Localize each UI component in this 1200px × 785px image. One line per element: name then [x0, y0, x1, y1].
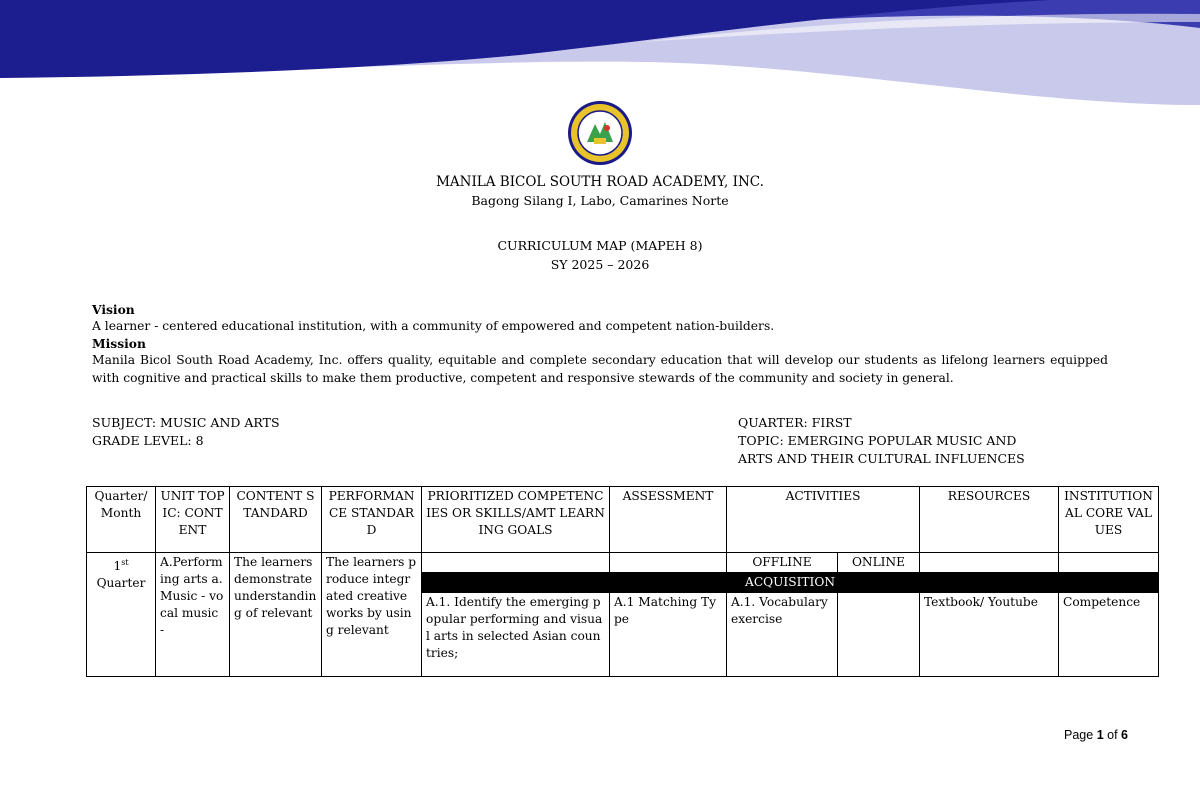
curriculum-table [86, 486, 1159, 677]
col-header-quarter: Quarter/ Month [87, 487, 156, 553]
mission-text: Manila Bicol South Road Academy, Inc. offers quality, equitable and complete secondary education that will develop our students as lifelong learners equipped with cognitive and practical skills to make them productive, competent and responsive stewards of the community and society in general. [92, 353, 1108, 385]
cell-competency: A.1. Identify the emerging popular performing and visual arts in selected Asian countries; [422, 593, 610, 677]
cell-content-standard: The learners demonstrate understanding of relevant [230, 553, 322, 677]
document-title: CURRICULUM MAP (MAPEH 8) [497, 238, 703, 253]
cell-empty [610, 553, 727, 573]
col-header-activities: ACTIVITIES [727, 487, 920, 553]
cell-assessment: A.1 Matching Type [610, 593, 727, 677]
cell-empty [422, 553, 610, 573]
cell-activity-offline: A.1. Vocabulary exercise [727, 593, 838, 677]
subject-label: SUBJECT: MUSIC AND ARTS [92, 415, 280, 430]
page-number [1064, 728, 1128, 742]
cell-empty [1059, 553, 1159, 573]
vision-heading: Vision [92, 302, 135, 317]
quarter-label: QUARTER: FIRST [738, 415, 852, 430]
col-header-offline: OFFLINE [727, 553, 838, 573]
grade-level-label: GRADE LEVEL: 8 [92, 433, 204, 448]
quarter-number: 1 [113, 559, 122, 574]
col-header-unit-topic: UNIT TOPIC: CONTENT [156, 487, 230, 553]
cell-activity-online [838, 593, 920, 677]
school-name: MANILA BICOL SOUTH ROAD ACADEMY, INC. [436, 174, 764, 190]
col-header-core-values: INSTITUTIONAL CORE VALUES [1059, 487, 1159, 553]
school-year: SY 2025 – 2026 [550, 257, 650, 272]
school-address: Bagong Silang I, Labo, Camarines Norte [471, 193, 729, 208]
col-header-online: ONLINE [838, 553, 920, 573]
acquisition-band: ACQUISITION [422, 573, 1159, 593]
page-of-label: of [1107, 728, 1118, 742]
col-header-competencies: PRIORITIZED COMPETENCIES OR SKILLS/AMT LEARNING GOALS [422, 487, 610, 553]
cell-resources: Textbook/ Youtube [920, 593, 1059, 677]
page-label: Page [1064, 728, 1094, 742]
table-subheader-row [87, 553, 1159, 573]
cell-performance-standard: The learners produce integrated creative works by using relevant [322, 553, 422, 677]
page-total: 6 [1121, 728, 1128, 742]
cell-empty [920, 553, 1059, 573]
quarter-suffix: st [121, 558, 129, 567]
cell-core-value: Competence [1059, 593, 1159, 677]
topic-line-2: ARTS AND THEIR CULTURAL INFLUENCES [738, 451, 1025, 466]
quarter-word: Quarter [96, 576, 146, 591]
cell-unit-topic: A.Performing arts a. Music - vocal music - [156, 553, 230, 677]
col-header-resources: RESOURCES [920, 487, 1059, 553]
col-header-performance-standard: PERFORMANCE STANDARD [322, 487, 422, 553]
mission-heading: Mission [92, 336, 146, 351]
col-header-content-standard: CONTENT STANDARD [230, 487, 322, 553]
cell-quarter [87, 553, 156, 677]
col-header-assessment: ASSESSMENT [610, 487, 727, 553]
page-current: 1 [1096, 728, 1104, 742]
table-header-row [87, 487, 1159, 553]
vision-text: A learner - centered educational institution, with a community of empowered and competent nation-builders. [92, 319, 775, 333]
topic-line-1: TOPIC: EMERGING POPULAR MUSIC AND [738, 433, 1017, 448]
school-seal-icon [567, 100, 633, 166]
